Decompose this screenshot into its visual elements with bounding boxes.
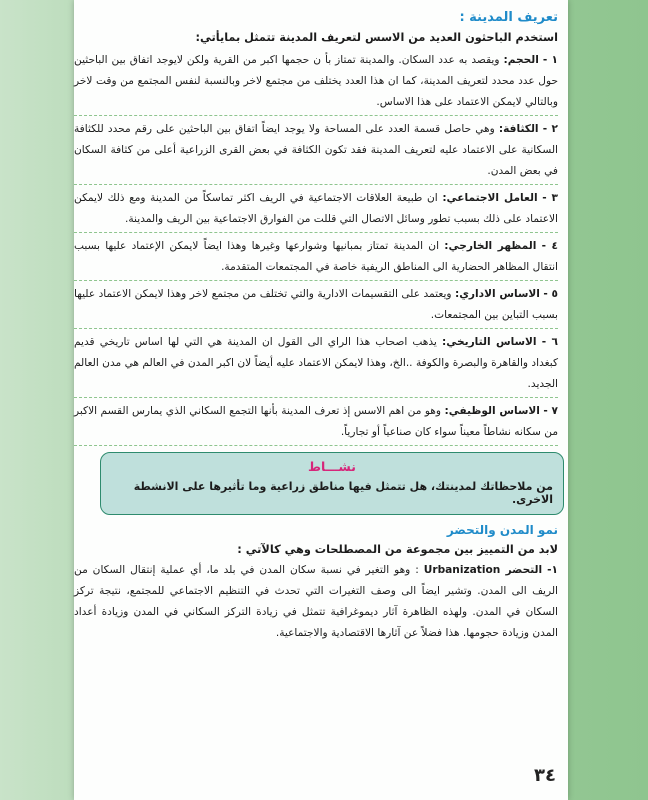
item-number: ٢ - (542, 123, 558, 135)
section-title-city-definition: تعريف المدينة : (459, 10, 558, 25)
activity-text: من ملاحظاتك لمدينتك، هل تتمثل فيها مناطق زراعية وما تأثيرها على الانشطة الاخرى. (133, 480, 553, 506)
item-text: ان طبيعة العلاقات الاجتماعية في الريف اكثر تماسكاً من المدينة ومع ذلك لايمكن الاعتماد على ذلك بسبب تطور وسائل الاتصال التي قللت من الفوارق الاجتماعية بين الريف والمدينة. (74, 192, 558, 225)
definition-item-administrative (74, 284, 558, 329)
section-intro: استخدم الباحثون العديد من الاسس لتعريف المدينة تتمثل بمايأتي: (195, 31, 558, 44)
activity-title: نشـــاط (308, 459, 356, 474)
para-term: التحضر Urbanization (423, 564, 543, 576)
activity-box (100, 452, 564, 515)
item-text: ويقصد به عدد السكان. والمدينة تمتاز بأ ن حجمها اكبر من القرية ولكن لايوجد اتفاق بين الباحثين حول عدد محدد لتعريف المدينة، كما ان هذا العدد يختلف من مجتمع لاخر وبالنسبة لنفس المجتمع من وقت لاخر وبالتالي لايمكن الاعتماد على هذا الاساس. (74, 54, 558, 108)
item-term: الكثافة: (498, 123, 539, 135)
definition-item-functional (74, 401, 558, 446)
item-term: المظهر الخارجي: (444, 240, 537, 252)
item-term: الاساس التاريخي: (442, 336, 537, 348)
item-term: الحجم: (503, 54, 539, 66)
item-text: ويعتمد على التقسيمات الادارية والتي تختلف من مجتمع لاخر وهذا لايمكن الاعتماد عليها بسبب التباين بين المجتمعات. (74, 288, 558, 321)
item-number: ١ - (542, 54, 558, 66)
item-number: ٤ - (541, 240, 558, 252)
item-number: ٦ - (541, 336, 558, 348)
item-text: يذهب اصحاب هذا الراي الى القول ان المدينة هي التي لها اساس تاريخي قديم كبغداد والقاهرة والبصرة والكوفة ..الخ، وهذا لايمكن الاعتماد عليه أيضاً لان اكبر المدن في العالم هي مدن العالم الجديد. (74, 336, 558, 390)
item-number: ٣ - (542, 192, 559, 204)
definition-item-appearance (74, 236, 558, 281)
definition-item-density (74, 119, 558, 185)
item-term: الاساس الاداري: (454, 288, 540, 300)
section-title-urban-growth: نمو المدن والتحضر (446, 523, 558, 537)
textbook-page (74, 0, 568, 800)
page-number: ٣٤ (534, 765, 556, 786)
definition-item-social (74, 188, 558, 233)
page-content (74, 0, 566, 644)
section-intro: لابد من التمييز بين مجموعة من المصطلحات وهي كالآتي : (237, 543, 558, 556)
item-number: ٧ - (543, 405, 558, 417)
definition-item-size (74, 50, 558, 116)
item-term: الاساس الوظيفي: (444, 405, 540, 417)
item-text: ان المدينة تمتاز بمبانيها وشوارعها وغيرها وهذا ايضاً لايمكن الإعتماد عليها بسبب انتقال المظاهر الحضارية الى المناطق الريفية خاصة في المجتمعات المتقدمة. (74, 240, 558, 273)
item-text: وهي حاصل قسمة العدد على المساحة ولا يوجد ايضاً اتفاق بين الباحثين على رقم محدد للكثافة السكانية على الاعتماد عليه لتعريف المدينة فقد تكون الكثافة في بعض القرى الزراعية أعلى من كثافة السكان في بعض المدن. (74, 123, 558, 177)
item-text: وهو من اهم الاسس إذ تعرف المدينة بأنها التجمع السكاني الذي يمارس القسم الاكبر من سكانه نشاطاً معيناً سواء كان صناعياً أو تجارياً. (74, 405, 558, 438)
para-number: ١- (547, 564, 558, 576)
para-text: : وهو التغير في نسبة سكان المدن في بلد ما، أي عملية إنتقال السكان من الريف الى المدن. وتشير ايضاً الى وصف التغيرات التي تحدث في التنظيم الاجتماعي للمجتمع، نتيجة تركز السكان في المدن. ولهذه الظاهرة آثار ديموغرافية تتمثل في زيادة التركز السكاني في المدن وزيادة أعداد المدن وزيادة حجومها. هذا فضلاً عن آثارها الاقتصادية والاجتماعية. (74, 564, 558, 639)
item-number: ٥ - (543, 288, 558, 300)
item-term: العامل الاجتماعي: (442, 192, 538, 204)
definition-item-historical (74, 332, 558, 398)
urbanization-paragraph (74, 560, 558, 644)
